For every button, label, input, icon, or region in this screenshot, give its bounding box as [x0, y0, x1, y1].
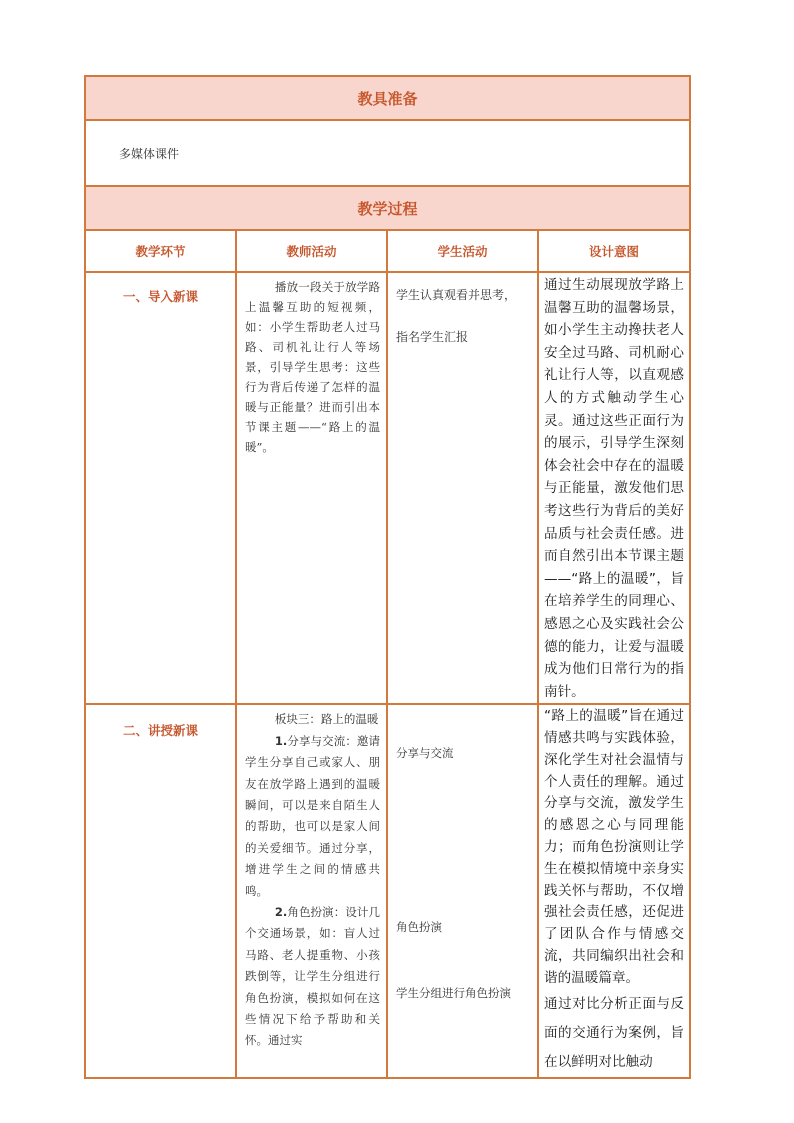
design-intent-cell [538, 704, 690, 1077]
item-number: 2. [274, 904, 288, 919]
teacher-text: 播放一段关于放学路上温馨互助的短视频，如：小学生帮助老人过马路、司机礼让行人等场景，引导学生思考：这些行为背后传递了怎样的温暖与正能量？进而引出本节课主题——“路上的温暖”。 [245, 280, 380, 454]
stage-cell: 二、讲授新课 [85, 704, 236, 1077]
col-header-teacher: 教师活动 [236, 230, 387, 272]
intent-text-1: “路上的温暖”旨在通过情感共鸣与实践体验，深化学生对社会温情与个人责任的理解。通过分享与交流，激发学生的感恩之心与同理能力；而角色扮演则让学生在模拟情境中亲身实践关怀与帮助，不仅增强社会责任感，还促进了团队合作与情感交流，共同编织出社会和谐的温暖篇章。 [544, 708, 685, 986]
table-row-new-lesson [85, 704, 690, 1077]
student-text-3: 学生分组进行角色扮演 [396, 986, 511, 1001]
process-header-row [85, 186, 690, 230]
col-header-student: 学生活动 [387, 230, 538, 272]
col-header-stage: 教学环节 [85, 230, 236, 272]
student-activity-cell [387, 272, 538, 704]
teacher-text-2 [245, 731, 380, 902]
design-intent-cell [538, 272, 690, 704]
prep-header-row [85, 76, 690, 120]
prep-title: 教具准备 [85, 76, 690, 120]
prep-content: 多媒体课件 [85, 120, 690, 186]
intent-text: 通过生动展现放学路上温馨互助的温馨场景，如小学生主动搀扶老人安全过马路、司机耐心礼让行人等，以直观感人的方式触动学生心灵。通过这些正面行为的展示，引导学生深刻体会社会中存在的温暖与正能量，激发他们思考这些行为背后的美好品质与社会责任感。进而自然引出本节课主题——“路上的温暖”，旨在培养学生的同理心、感恩之心及实践社会公德的能力，让爱与温暖成为他们日常行为的指南针。 [544, 277, 685, 700]
student-text-1: 学生认真观看并思考， [396, 288, 517, 302]
stage-cell: 一、导入新课 [85, 272, 236, 704]
teacher-text-3 [245, 902, 380, 1052]
lesson-plan-page [84, 75, 689, 1079]
prep-content-row [85, 120, 690, 186]
process-title: 教学过程 [85, 186, 690, 230]
intent-text-2: 通过对比分析正面与反面的交通行为案例，旨在以鲜明对比触动 [544, 995, 685, 1070]
table-row-intro [85, 272, 690, 704]
column-header-row [85, 230, 690, 272]
teacher-text-2-body: 分享与交流：邀请学生分享自己或家人、朋友在放学路上遇到的温暖瞬间，可以是来自陌生人的帮助，也可以是家人间的关爱细节。通过分享，增进学生之间的情感共鸣。 [245, 733, 380, 898]
student-text-1: 分享与交流 [396, 746, 454, 761]
item-number: 1. [274, 733, 288, 748]
col-header-intent: 设计意图 [538, 230, 690, 272]
teacher-activity-cell [236, 704, 387, 1077]
teacher-text-3-body: 角色扮演：设计几个交通场景，如：盲人过马路、老人提重物、小孩跌倒等，让学生分组进行角色扮演，模拟如何在这些情况下给予帮助和关怀。通过实 [245, 904, 380, 1048]
student-text-2: 指名学生汇报 [396, 330, 469, 344]
teacher-activity-cell [236, 272, 387, 704]
student-activity-cell [387, 704, 538, 1077]
teacher-text-1: 板块三：路上的温暖 [274, 712, 379, 727]
lesson-plan-table [84, 75, 691, 1079]
student-text-2: 角色扮演 [396, 920, 442, 935]
